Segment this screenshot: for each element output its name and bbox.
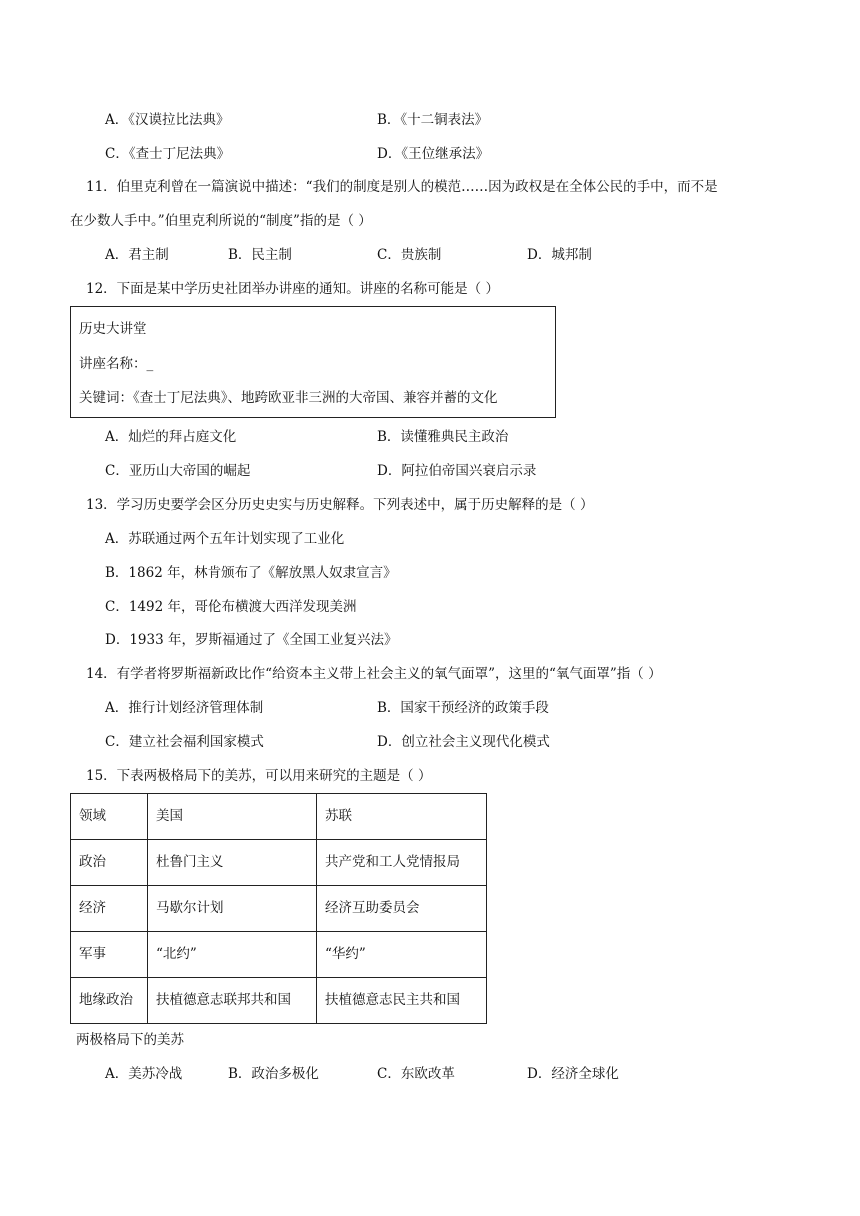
us-ussr-comparison-table — [70, 793, 487, 1024]
table-row — [71, 840, 487, 886]
q12-option-c: C．亚历山大帝国的崛起 — [105, 463, 251, 479]
q10-option-b: B．《十二铜表法》 — [377, 112, 489, 128]
table-cell: “华约” — [317, 932, 487, 978]
q11-option-b: B．民主制 — [228, 247, 292, 263]
table-row — [71, 932, 487, 978]
table-cell: 美国 — [148, 794, 317, 840]
q12-option-a: A．灿烂的拜占庭文化 — [105, 429, 237, 445]
q12-option-d: D．阿拉伯帝国兴衰启示录 — [377, 463, 537, 479]
q13-option-a: A．苏联通过两个五年计划实现了工业化 — [105, 531, 345, 547]
notice-lecture-name: 讲座名称：_ — [79, 356, 154, 372]
q11-option-a: A．君主制 — [105, 247, 169, 263]
q15-option-d: D．经济全球化 — [527, 1066, 619, 1082]
q15-option-b: B．政治多极化 — [228, 1066, 319, 1082]
q14-stem: 14．有学者将罗斯福新政比作“给资本主义带上社会主义的氧气面罩”，这里的“氧气面罩”指（ ） — [86, 666, 662, 682]
table-cell: 苏联 — [317, 794, 487, 840]
q11-option-d: D．城邦制 — [527, 247, 592, 263]
q10-option-d: D．《王位继承法》 — [377, 146, 490, 162]
q15-stem: 15．下表两极格局下的美苏，可以用来研究的主题是（ ） — [86, 768, 432, 784]
table-row — [71, 886, 487, 932]
q13-option-d: D．1933 年，罗斯福通过了《全国工业复兴法》 — [105, 632, 398, 648]
q13-stem: 13．学习历史要学会区分历史史实与历史解释。下列表述中，属于历史解释的是（ ） — [86, 497, 594, 513]
table-cell: 领域 — [71, 794, 148, 840]
q11-option-c: C．贵族制 — [377, 247, 442, 263]
q14-option-d: D．创立社会主义现代化模式 — [377, 734, 550, 750]
table-cell: 军事 — [71, 932, 148, 978]
table-cell: 杜鲁门主义 — [148, 840, 317, 886]
q13-option-b: B．1862 年，林肯颁布了《解放黑人奴隶宣言》 — [105, 565, 397, 581]
table-cell: 扶植德意志联邦共和国 — [148, 978, 317, 1024]
q10-option-a: A．《汉谟拉比法典》 — [105, 112, 230, 128]
table-cell: 扶植德意志民主共和国 — [317, 978, 487, 1024]
table-cell: “北约” — [148, 932, 317, 978]
table-cell: 马歇尔计划 — [148, 886, 317, 932]
q15-option-a: A．美苏冷战 — [105, 1066, 183, 1082]
q13-option-c: C．1492 年，哥伦布横渡大西洋发现美洲 — [105, 599, 357, 615]
table-cell: 共产党和工人党情报局 — [317, 840, 487, 886]
table-caption: 两极格局下的美苏 — [76, 1032, 184, 1048]
table-row — [71, 978, 487, 1024]
notice-title: 历史大讲堂 — [79, 321, 147, 337]
notice-keywords: 关键词：《查士丁尼法典》、地跨欧亚非三洲的大帝国、兼容并蓄的文化 — [79, 390, 498, 406]
table-cell: 政治 — [71, 840, 148, 886]
q15-option-c: C．东欧改革 — [377, 1066, 455, 1082]
q14-option-b: B．国家干预经济的政策手段 — [377, 700, 549, 716]
q12-stem: 12．下面是某中学历史社团举办讲座的通知。讲座的名称可能是（ ） — [86, 281, 499, 297]
q14-option-c: C．建立社会福利国家模式 — [105, 734, 264, 750]
table-cell: 地缘政治 — [71, 978, 148, 1024]
table-row — [71, 794, 487, 840]
table-cell: 经济互助委员会 — [317, 886, 487, 932]
q14-option-a: A．推行计划经济管理体制 — [105, 700, 264, 716]
lecture-notice-box — [70, 306, 556, 418]
table-cell: 经济 — [71, 886, 148, 932]
q11-stem-line2: 在少数人手中。”伯里克利所说的“制度”指的是（ ） — [70, 213, 372, 229]
q12-option-b: B．读懂雅典民主政治 — [377, 429, 509, 445]
q11-stem-line1: 11．伯里克利曾在一篇演说中描述：“我们的制度是别人的模范……因为政权是在全体公民的手中，而不是 — [86, 179, 718, 195]
q10-option-c: C．《查士丁尼法典》 — [105, 146, 231, 162]
